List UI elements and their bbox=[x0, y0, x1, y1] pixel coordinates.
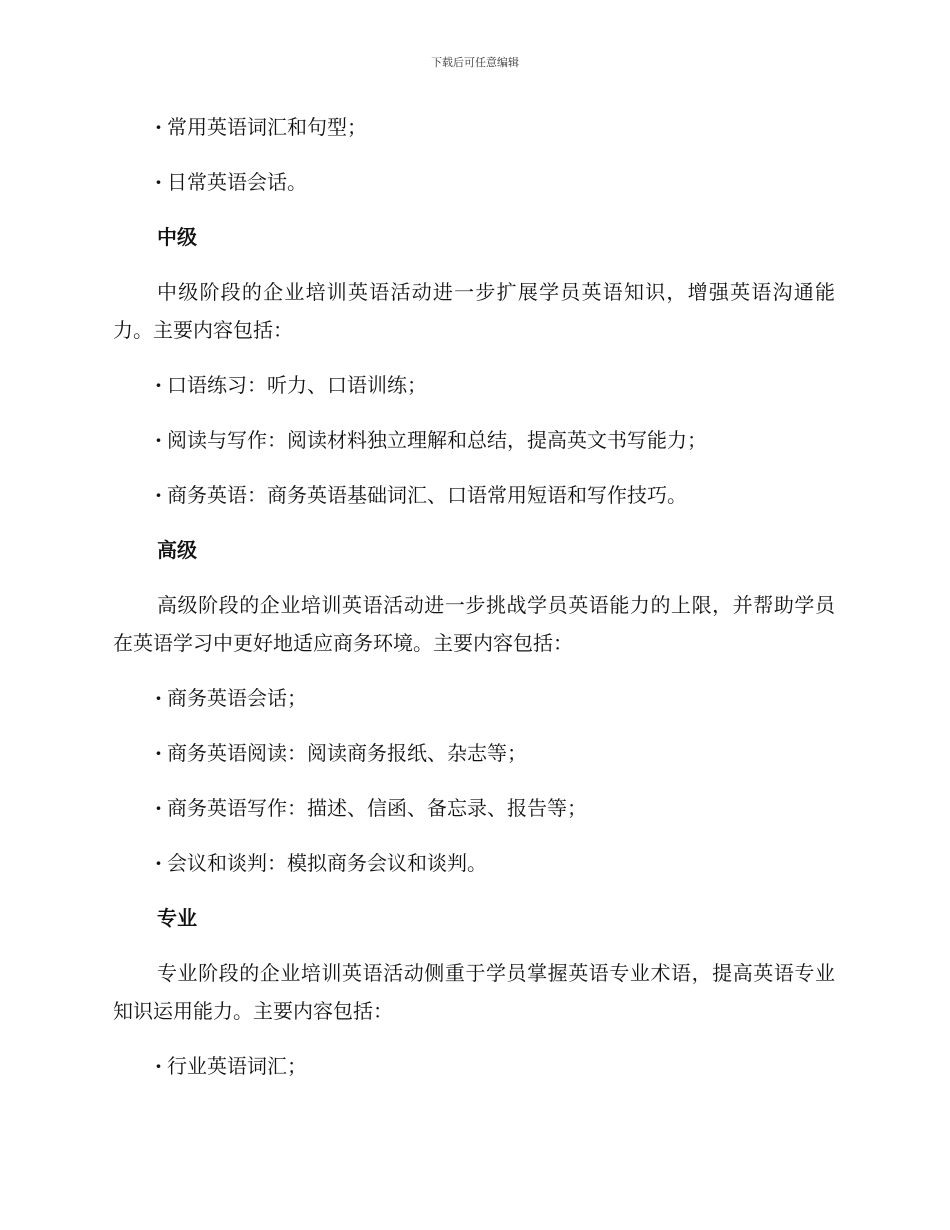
list-item bbox=[113, 789, 835, 827]
section-paragraph-advanced: 高级阶段的企业培训英语活动进一步挑战学员英语能力的上限，并帮助学员在英语学习中更好地适应商务环境。主要内容包括： bbox=[113, 593, 835, 655]
header-note: 下载后可任意编辑 bbox=[431, 56, 519, 69]
list-item-text: 商务英语会话； bbox=[167, 686, 307, 710]
list-item bbox=[113, 734, 835, 772]
bullet-dot: · bbox=[155, 851, 162, 875]
list-item bbox=[113, 366, 835, 404]
bullet-dot: · bbox=[155, 373, 162, 397]
section-paragraph-intermediate: 中级阶段的企业培训英语活动进一步扩展学员英语知识，增强英语沟通能力。主要内容包括： bbox=[113, 280, 835, 342]
list-item bbox=[113, 421, 835, 459]
bullet-dot: · bbox=[155, 170, 162, 194]
bullet-dot: · bbox=[155, 741, 162, 765]
list-item-text: 日常英语会话。 bbox=[167, 170, 307, 194]
bullet-dot: · bbox=[155, 115, 162, 139]
bullet-dot: · bbox=[155, 428, 162, 452]
list-item-text: 商务英语：商务英语基础词汇、口语常用短语和写作技巧。 bbox=[167, 483, 687, 507]
list-item bbox=[113, 163, 835, 201]
section-heading-advanced: 高级 bbox=[157, 538, 197, 562]
list-item-text: 阅读与写作：阅读材料独立理解和总结，提高英文书写能力； bbox=[167, 428, 707, 452]
bullet-dot: · bbox=[155, 483, 162, 507]
list-item-text: 常用英语词汇和句型； bbox=[167, 115, 367, 139]
section-paragraph-professional: 专业阶段的企业培训英语活动侧重于学员掌握英语专业术语，提高英语专业知识运用能力。主要内容包括： bbox=[113, 961, 835, 1023]
list-item bbox=[113, 679, 835, 717]
list-item-text: 会议和谈判：模拟商务会议和谈判。 bbox=[167, 851, 487, 875]
list-item bbox=[113, 1047, 835, 1085]
document-body bbox=[113, 108, 835, 1102]
list-item-text: 商务英语阅读：阅读商务报纸、杂志等； bbox=[167, 741, 527, 765]
list-item-text: 行业英语词汇； bbox=[167, 1054, 307, 1078]
bullet-dot: · bbox=[155, 686, 162, 710]
list-item bbox=[113, 844, 835, 882]
list-item-text: 口语练习：听力、口语训练； bbox=[167, 373, 427, 397]
list-item bbox=[113, 108, 835, 146]
list-item-text: 商务英语写作：描述、信函、备忘录、报告等； bbox=[167, 796, 587, 820]
section-heading-professional: 专业 bbox=[157, 906, 197, 930]
list-item bbox=[113, 476, 835, 514]
bullet-dot: · bbox=[155, 1054, 162, 1078]
bullet-dot: · bbox=[155, 796, 162, 820]
section-heading-intermediate: 中级 bbox=[157, 225, 197, 249]
